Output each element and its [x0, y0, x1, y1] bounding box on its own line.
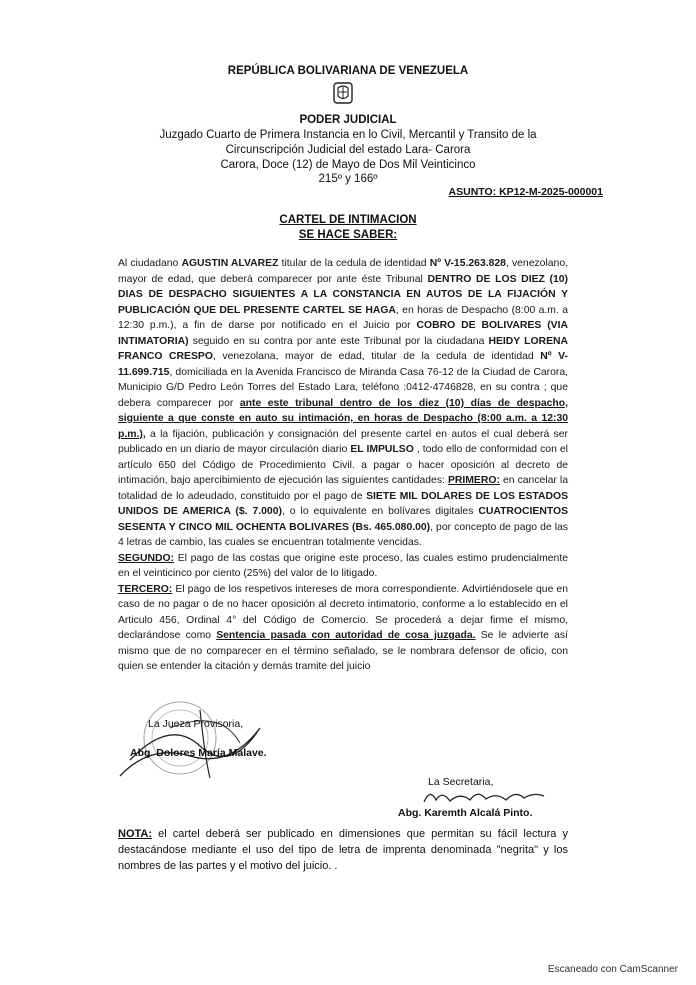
- secretary-signature: [420, 786, 550, 808]
- secretary-name: Abg. Karemth Alcalá Pinto.: [398, 807, 533, 819]
- years-line: 215º y 166º: [318, 173, 378, 185]
- court-line-1: Juzgado Cuarto de Primera Instancia en lo Civil, Mercantil y Transito de la: [159, 129, 537, 141]
- paragraph-tercero: TERCERO: El pago de los respetivos intereses de mora correspondiente. Advirtiéndosele que en caso de no pagar o de no hacer oposición al decreto intimatorio, conforme a lo establecido en el Articulo 456, Ordinal 4° del Código de Comercio. Se procederá a dejar firme el mismo, declarándose como Sentencia pasada con autoridad de cosa juzgada. Se le advierte así mismo que de no comparecer en el término señalado, se le nombrara defensor de oficio, con quien se entender la citación y demás tramite del juicio: [118, 583, 568, 672]
- republic-heading: REPÚBLICA BOLIVARIANA DE VENEZUELA: [227, 65, 469, 77]
- segundo-label: SEGUNDO:: [118, 552, 174, 564]
- paragraph-main: Al ciudadano AGUSTIN ALVAREZ titular de la cedula de identidad Nº V-15.263.828, venezolano, mayor de edad, que deberá comparecer por ante éste Tribunal DENTRO DE LOS DIEZ (10) DIAS DE DESPACHO SIGUIENTES A LA CONSTANCIA EN AUTOS DE LA FIJACIÓN Y PUBLICACIÓN QUE DEL PRESENTE CARTEL SE HAGA, en horas de Despacho (8:00 a.m. a 12:30 p.m.), a fin de darse por notificado en el Juicio por COBRO DE BOLIVARES (VIA INTIMATORIA) seguido en su contra por ante este Tribunal por la ciudadana HEIDY LORENA FRANCO CRESPO, venezolana, mayor de edad, titular de la cedula de identidad Nº V-11.699.715, domiciliada en la Avenida Francisco de Miranda Casa 76-12 de la Ciudad de Carora, Municipio G/D Pedro León Torres del Estado Lara, teléfono :0412-4746828, en su contra ; que debera comparecer por ante este tribunal dentro de los diez (10) días de despacho, siguiente a que conste en auto su intimación, en horas de Despacho (8:00 a.m. a 12:30 p.m.), a la fijación, publicación y consignación del presente cartel en autos el cual deberá ser publicado en un diario de mayor circulación diario EL IMPULSO , todo ello de conformidad con el artículo 650 del Código de Procedimiento Civil. a pagar o hacer oposición al decreto de intimación, bajo apercibimiento de ejecución las siguientes cantidades: PRIMERO: en cancelar la totalidad de lo adeudado, constituido por el pago de SIETE MIL DOLARES DE LOS ESTADOS UNIDOS DE AMERICA ($. 7.000), o lo equivalente en bolívares digitales CUATROCIENTOS SESENTA Y CINCO MIL OCHENTA BOLIVARES (Bs. 465.080.00), por concepto de pago de las 4 letras de cambio, las cuales se encuentran totalmente vencidas.: [118, 258, 569, 548]
- court-line-2: Circunscripción Judicial del estado Lara- Carora: [225, 144, 471, 156]
- note-label: NOTA:: [118, 828, 153, 840]
- cartel-title: CARTEL DE INTIMACION: [279, 214, 417, 226]
- case-number: ASUNTO: KP12-M-2025-000001: [448, 186, 603, 198]
- judge-title: La Jueza Provisoria,: [148, 718, 244, 730]
- paragraph-segundo: SEGUNDO: El pago de las costas que origine este proceso, las cuales estimo prudencialmente en el veinticinco por ciento (25%) del valor de lo litigado.: [118, 552, 568, 579]
- res-judicata-phrase: Sentencia pasada con autoridad de cosa juzgada.: [216, 630, 476, 641]
- scanner-watermark: Escaneado con CamScanner: [547, 964, 678, 975]
- se-hace-saber-title: SE HACE SABER:: [298, 229, 398, 241]
- secretary-title: La Secretaria,: [428, 776, 494, 788]
- branch-heading: PODER JUDICIAL: [299, 114, 397, 126]
- highlighted-clause: ante este tribunal dentro de los diez (10) días de despacho, siguiente a que conste en auto su intimación, en horas de Despacho (8:00 a.m. a 12:30 p.m.),: [118, 397, 568, 440]
- document-body: [118, 256, 568, 675]
- court-stamp-and-judge-signature: [110, 698, 290, 788]
- primero-label: PRIMERO:: [447, 475, 500, 486]
- tercero-label: TERCERO:: [118, 583, 173, 595]
- judge-name: Abg. Dolores María Malave.: [130, 747, 267, 759]
- coat-of-arms-icon: [330, 80, 356, 106]
- publication-note: NOTA: el cartel deberá ser publicado en dimensiones que permitan su fácil lectura y destacándose mediante el uso del tipo de letra de imprenta denominada "negrita" y los nombres de las partes y el motivo del juicio. .: [118, 828, 568, 872]
- date-line: Carora, Doce (12) de Mayo de Dos Mil Veinticinco: [220, 159, 476, 171]
